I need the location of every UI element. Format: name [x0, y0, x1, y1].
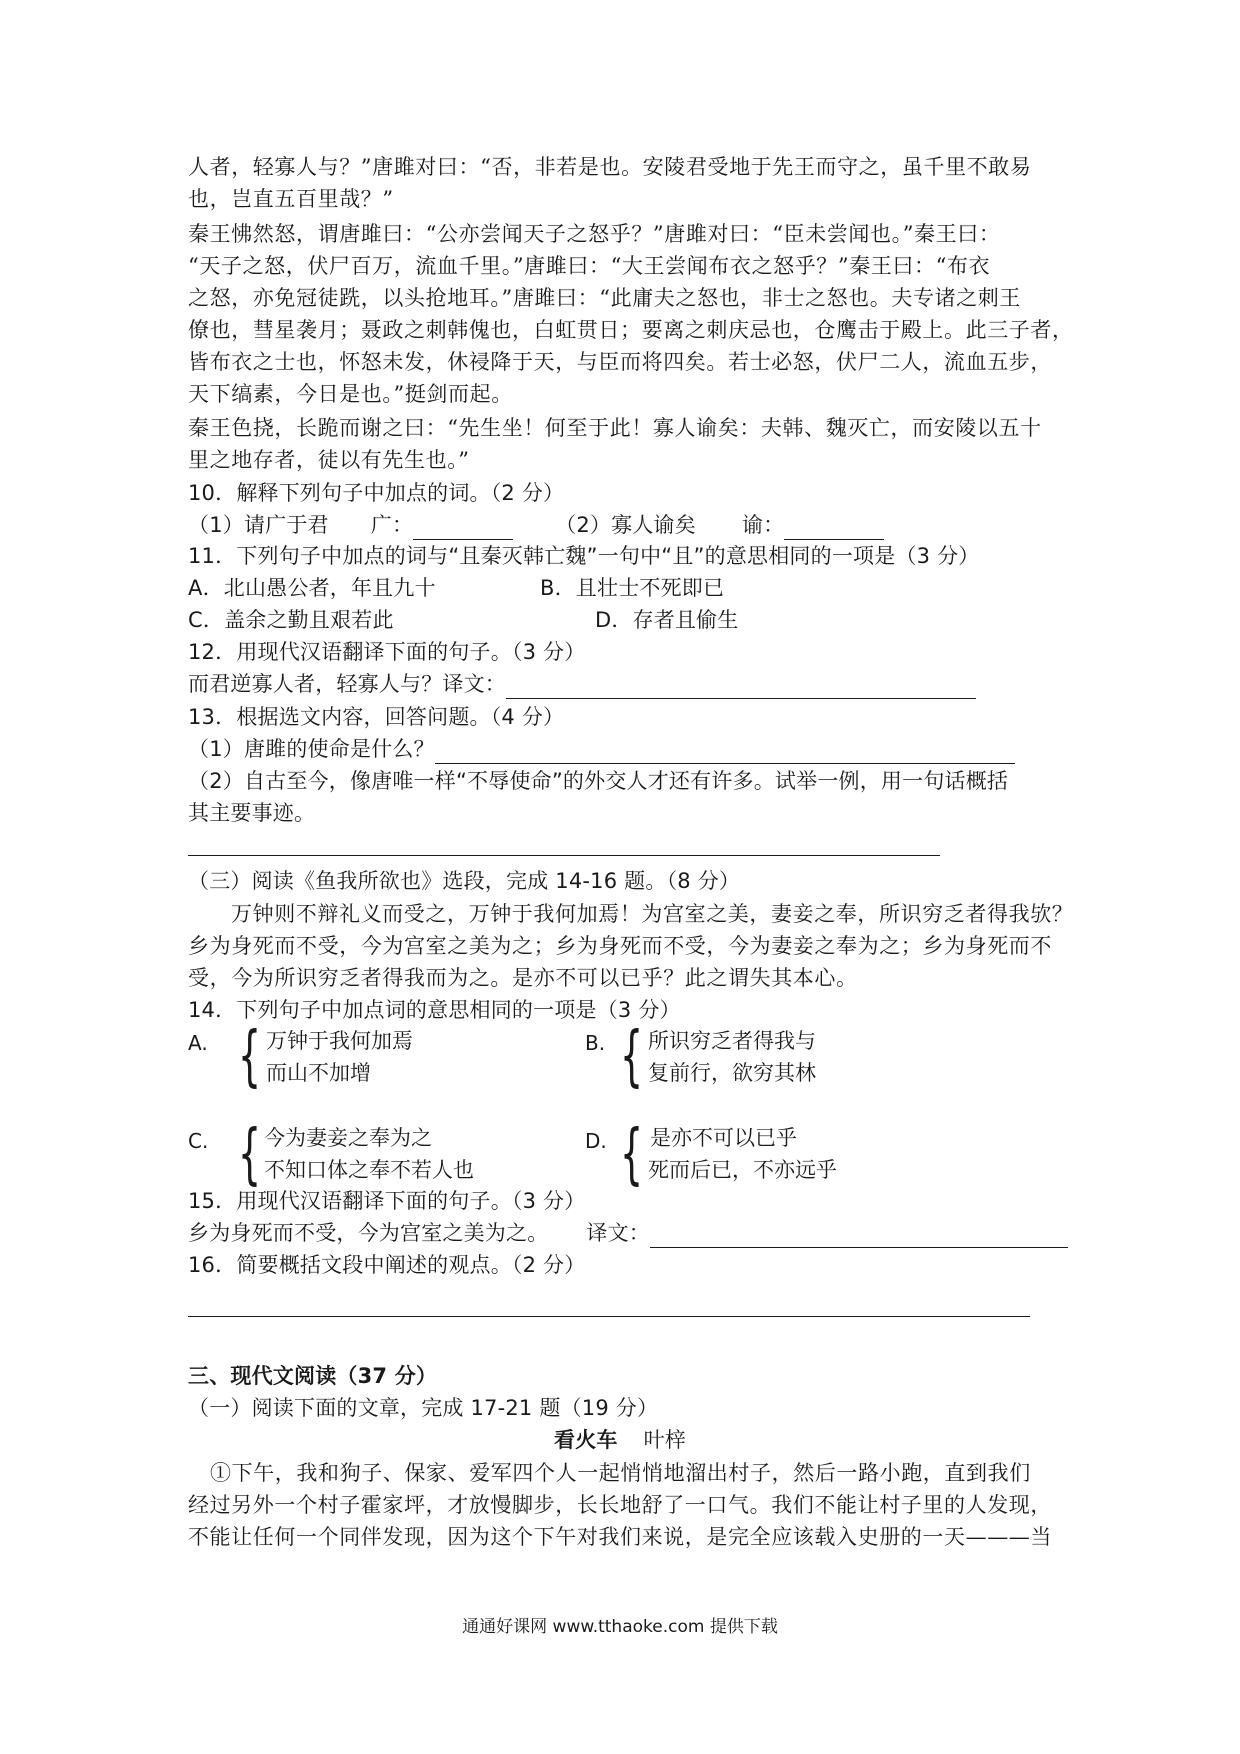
passage-line: 天下缟素，今日是也。”挺剑而起。	[188, 382, 513, 406]
brace-icon: {	[238, 1115, 262, 1192]
part-3-heading: 三、现代文阅读（37 分）	[188, 1364, 438, 1388]
q13-answer-line[interactable]	[188, 855, 940, 856]
q12-answer-blank[interactable]	[506, 676, 976, 699]
part-3-subheading: （一）阅读下面的文章，完成 17-21 题（19 分）	[188, 1396, 659, 1420]
article-paragraph-line: ①下午，我和狗子、保家、爱军四个人一起悄悄地溜出村子，然后一路小跑，直到我们	[210, 1461, 1031, 1485]
q11-option-c: C．盖余之勤且艰若此	[188, 608, 394, 632]
q14-option-d-line1: 是亦不可以已乎	[650, 1126, 797, 1150]
section-3-passage-line: 万钟则不辩礼义而受之，万钟于我何加焉！为宫室之美，妻妾之奉，所识穷乏者得我欤？	[231, 902, 1074, 926]
passage-line: 秦王色挠，长跪而谢之曰：“先生坐！何至于此！寡人谕矣：夫韩、魏灭亡，而安陵以五十	[188, 416, 1042, 440]
passage-line: 也，岂直五百里哉？”	[188, 187, 394, 211]
section-3-passage-line: 乡为身死而不受，今为宫室之美为之；乡为身死而不受，今为妻妾之奉为之；乡为身死而不	[188, 934, 1052, 958]
question-12-line	[188, 669, 1068, 699]
question-12-title: 12．用现代汉语翻译下面的句子。（3 分）	[188, 640, 586, 664]
passage-line: 僚也，彗星袭月；聂政之刺韩傀也，白虹贯日；要离之刺庆忌也，仓鹰击于殿上。此三子者，	[188, 318, 1074, 342]
article-author: 叶梓	[643, 1428, 686, 1452]
q14-option-a-line2: 而山不加增	[266, 1061, 371, 1085]
q14-option-b-label: B.	[585, 1031, 606, 1055]
page-footer: 通通好课网 www.tthaoke.com 提供下载	[462, 1617, 778, 1637]
question-16-title: 16．简要概括文段中阐述的观点。（2 分）	[188, 1253, 586, 1277]
q14-option-b-line1: 所识穷乏者得我与	[648, 1029, 816, 1053]
article-title: 看火车	[553, 1428, 618, 1452]
q15-sentence: 乡为身死而不受，今为宫室之美为之。	[188, 1221, 549, 1245]
section-3-passage-line: 受，今为所识穷乏者得我而为之。是亦不可以已乎？此之谓失其本心。	[188, 966, 858, 990]
passage-line: “天子之怒，伏尸百万，流血千里。”唐雎曰：“大王尝闻布衣之怒乎？”秦王曰：“布衣	[188, 254, 991, 278]
question-15-line	[188, 1218, 1068, 1248]
q13-answer-blank-1[interactable]	[435, 741, 1015, 764]
q14-option-d-line2: 死而后已，不亦远乎	[648, 1158, 837, 1182]
q12-sentence: 而君逆寡人者，轻寡人与？译文：	[188, 672, 506, 696]
q10-part2: （2）寡人谕矣	[555, 513, 696, 537]
q13-part1-text: （1）唐雎的使命是什么？	[188, 737, 435, 761]
brace-icon: {	[238, 1017, 262, 1094]
brace-icon: {	[620, 1115, 644, 1192]
question-14-title: 14．下列句子中加点词的意思相同的一项是（3 分）	[188, 998, 681, 1022]
question-13-part1	[188, 734, 1068, 764]
q16-answer-line[interactable]	[188, 1316, 1030, 1317]
q14-option-c-line1: 今为妻妾之奉为之	[264, 1126, 432, 1150]
q10-part2-label: 谕：	[741, 513, 785, 537]
question-13-part2-cont: 其主要事迹。	[188, 801, 316, 825]
q10-answer-blank-1[interactable]	[413, 517, 513, 540]
passage-line: 秦王怫然怒，谓唐雎曰：“公亦尝闻天子之怒乎？”唐雎对曰：“臣未尝闻也。”秦王曰：	[188, 222, 1001, 246]
q15-label: 译文：	[586, 1221, 651, 1245]
q14-option-a-line1: 万钟于我何加焉	[266, 1029, 413, 1053]
question-10-title: 10．解释下列句子中加点的词。（2 分）	[188, 481, 565, 505]
q14-option-c-label: C.	[188, 1129, 209, 1153]
q14-option-a-label: A.	[188, 1031, 208, 1055]
passage-line: 之怒，亦免冠徒跣，以头抢地耳。”唐雎曰：“此庸夫之怒也，非士之怒也。夫专诸之刺王	[188, 286, 1021, 310]
q15-answer-blank[interactable]	[650, 1225, 1068, 1248]
q11-option-d: D．存者且偷生	[595, 608, 739, 632]
q11-option-a: A．北山愚公者，年且九十	[188, 576, 436, 600]
q10-part1-label: 广：	[370, 513, 414, 537]
brace-icon: {	[620, 1017, 644, 1094]
article-paragraph-line: 经过另外一个村子霍家坪，才放慢脚步，长长地舒了一口气。我们不能让村子里的人发现，	[188, 1493, 1052, 1517]
article-title-line	[0, 1425, 1240, 1455]
article-paragraph-line: 不能让任何一个同伴发现，因为这个下午对我们来说，是完全应该载入史册的一天———当	[188, 1525, 1052, 1549]
passage-line: 皆布衣之士也，怀怒未发，休祲降于天，与臣而将四矣。若士必怒，伏尸二人，流血五步，	[188, 350, 1052, 374]
q10-answer-blank-2[interactable]	[784, 517, 884, 540]
q14-option-c-line2: 不知口体之奉不若人也	[264, 1158, 474, 1182]
passage-line: 里之地存者，徒以有先生也。”	[188, 448, 470, 472]
q10-part1: （1）请广于君	[188, 513, 329, 537]
q14-option-b-line2: 复前行，欲穷其林	[648, 1061, 816, 1085]
passage-line: 人者，轻寡人与？”唐雎对曰：“否，非若是也。安陵君受地于先王而守之，虽千里不敢易	[188, 155, 1032, 179]
section-3-title: （三）阅读《鱼我所欲也》选段，完成 14-16 题。（8 分）	[188, 869, 741, 893]
question-11-title: 11．下列句子中加点的词与“且秦灭韩亡魏”一句中“且”的意思相同的一项是（3 分）	[188, 544, 980, 568]
q14-option-d-label: D.	[585, 1129, 607, 1153]
q11-option-b: B．且壮士不死即已	[540, 576, 725, 600]
question-13-part2: （2）自古至今，像唐唯一样“不辱使命”的外交人才还有许多。试举一例，用一句话概括	[188, 769, 1009, 793]
question-15-title: 15．用现代汉语翻译下面的句子。（3 分）	[188, 1189, 586, 1213]
question-13-title: 13．根据选文内容，回答问题。（4 分）	[188, 705, 565, 729]
question-10-items	[188, 510, 1068, 540]
